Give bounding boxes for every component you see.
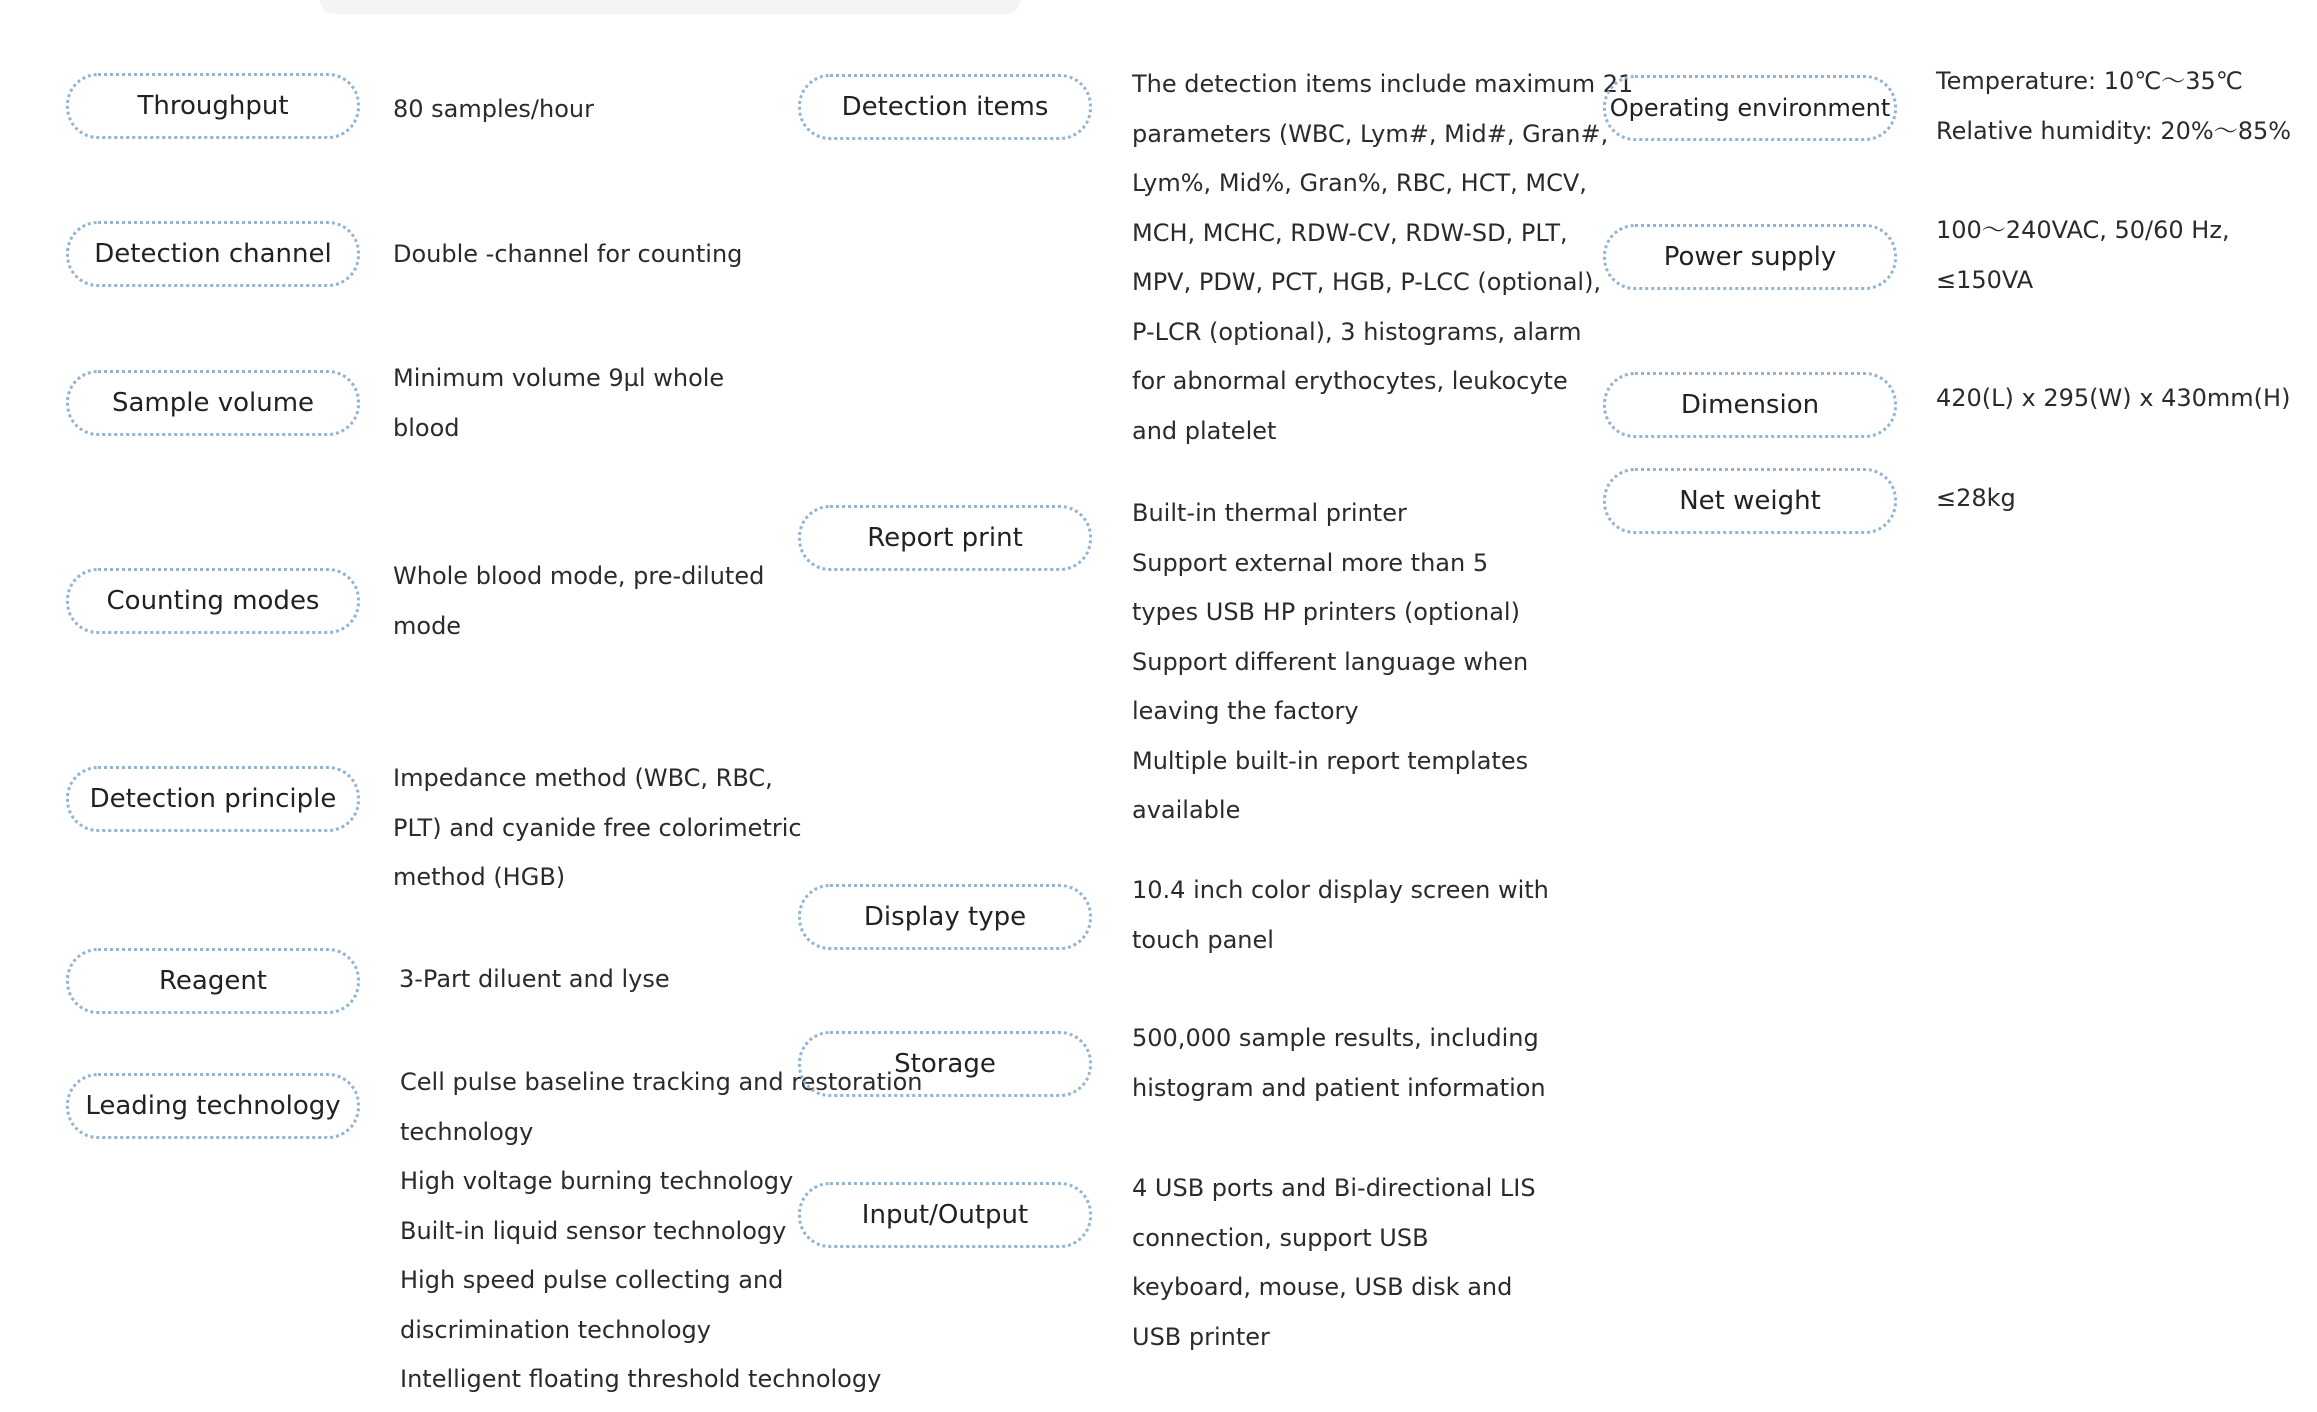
value-counting-modes: Whole blood mode, pre-diluted mode: [393, 562, 765, 640]
value-storage: 500,000 sample results, including histogram and patient information: [1132, 1024, 1546, 1102]
label-report-print: Report print: [798, 505, 1092, 571]
label-net-weight: Net weight: [1603, 468, 1897, 534]
value-dimension: 420(L) x 295(W) x 430mm(H): [1936, 384, 2291, 412]
value-detection-channel: Double -channel for counting: [393, 240, 743, 268]
value-detection-items: The detection items include maximum 21 parameters (WBC, Lym#, Mid#, Gran#, Lym%, Mid%, Gran%, RBC, HCT, MCV, MCH, MCHC, RDW-CV, RDW-SD, PLT, MPV, PDW, PCT, HGB, P-LCC (optional), P-LCR (optional), 3 histograms, alarm for abnormal erythocytes, leukocyte and platelet: [1132, 70, 1634, 445]
label-leading-technology: Leading technology: [66, 1073, 360, 1139]
value-sample-volume: Minimum volume 9µl whole blood: [393, 364, 725, 442]
scan-artifact: [320, 0, 1020, 14]
label-reagent: Reagent: [66, 948, 360, 1014]
value-report-print: Built-in thermal printer Support external more than 5 types USB HP printers (optional) Support different language when leaving the factory Multiple built-in report templates available: [1132, 499, 1529, 824]
label-sample-volume: Sample volume: [66, 370, 360, 436]
label-display-type: Display type: [798, 884, 1092, 950]
value-detection-principle: Impedance method (WBC, RBC, PLT) and cyanide free colorimetric method (HGB): [393, 764, 802, 891]
value-operating-environment: Temperature: 10℃～35℃ Relative humidity: 20%～85%: [1936, 67, 2292, 145]
label-detection-principle: Detection principle: [66, 766, 360, 832]
label-operating-environment: Operating environment: [1603, 75, 1897, 141]
value-input-output: 4 USB ports and Bi-directional LIS connection, support USB keyboard, mouse, USB disk and USB printer: [1132, 1174, 1536, 1351]
value-power-supply: 100～240VAC, 50/60 Hz, ≤150VA: [1936, 216, 2230, 294]
label-counting-modes: Counting modes: [66, 568, 360, 634]
value-display-type: 10.4 inch color display screen with touch panel: [1132, 876, 1549, 954]
value-net-weight: ≤28kg: [1936, 484, 2016, 512]
label-power-supply: Power supply: [1603, 224, 1897, 290]
label-dimension: Dimension: [1603, 372, 1897, 438]
value-reagent: 3-Part diluent and lyse: [399, 965, 670, 993]
value-throughput: 80 samples/hour: [393, 95, 594, 123]
label-input-output: Input/Output: [798, 1182, 1092, 1248]
value-leading-technology: Cell pulse baseline tracking and restoration technology High voltage burning technology Built-in liquid sensor technology High speed pulse collecting and discrimination technology Intelligent floating threshold technology: [400, 1068, 923, 1393]
label-detection-channel: Detection channel: [66, 221, 360, 287]
label-throughput: Throughput: [66, 73, 360, 139]
label-detection-items: Detection items: [798, 74, 1092, 140]
label-storage: Storage: [798, 1031, 1092, 1097]
